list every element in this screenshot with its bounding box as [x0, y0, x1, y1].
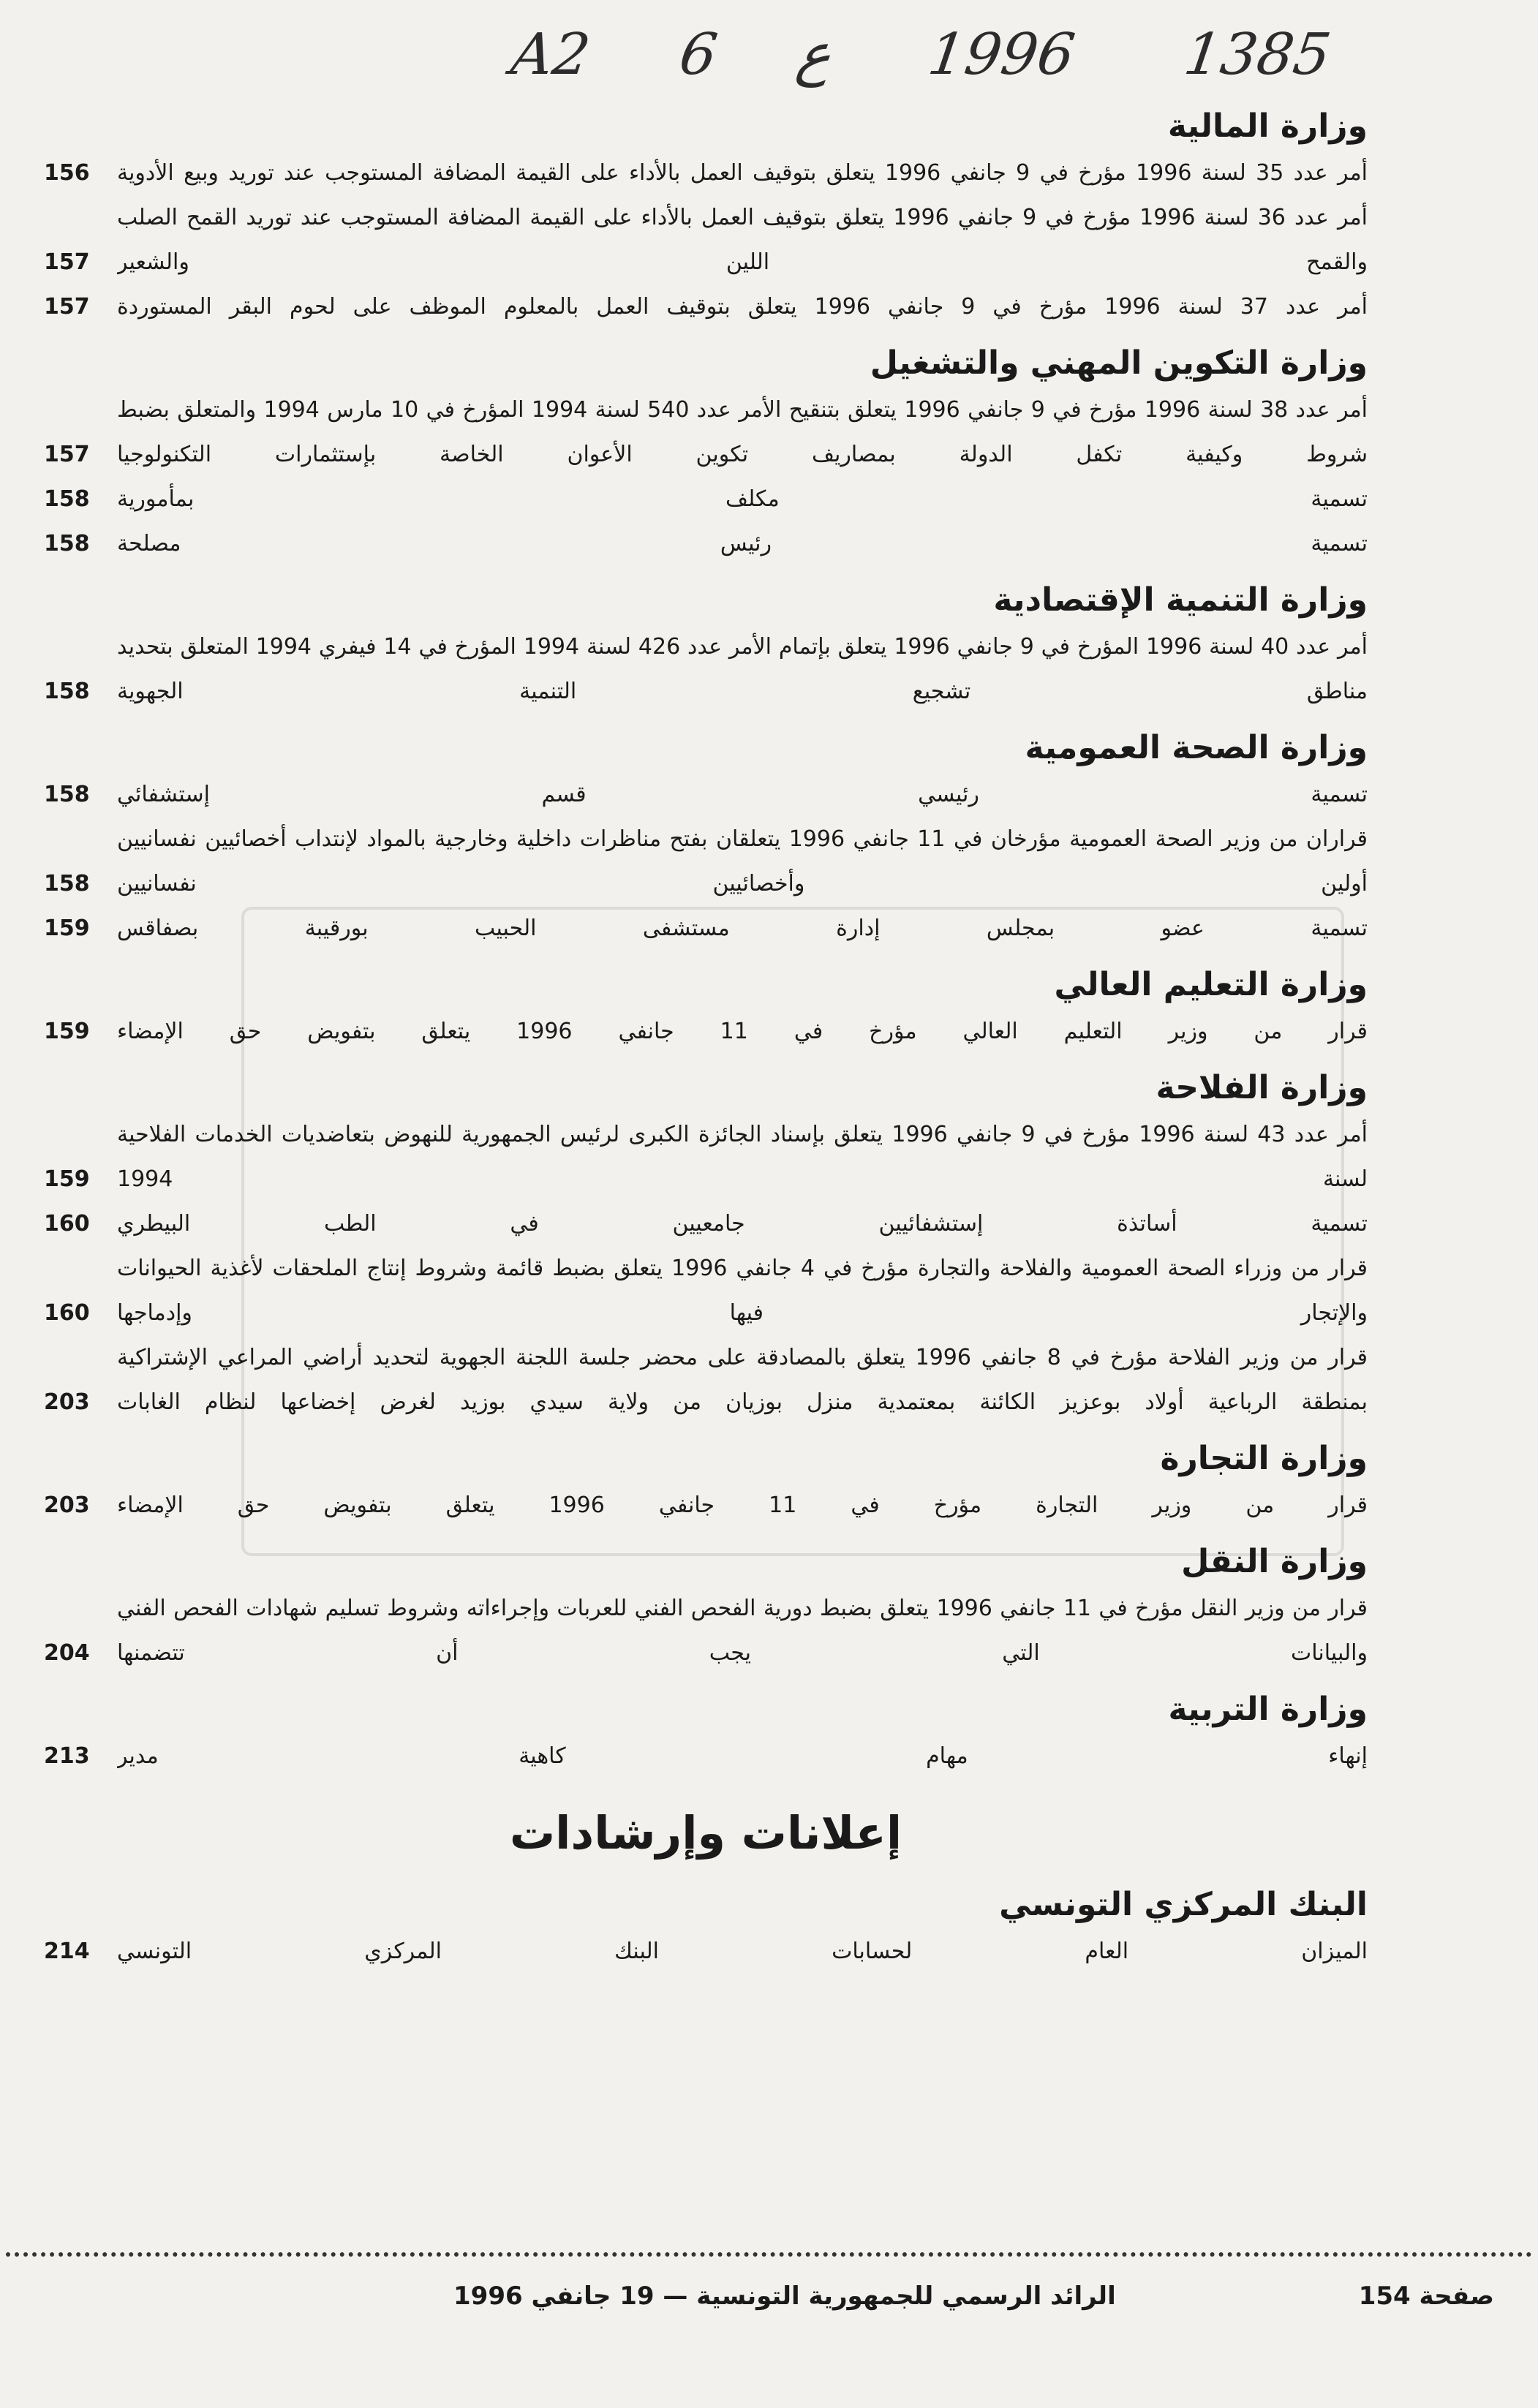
handwritten-id: 1385	[1180, 22, 1335, 88]
page-number: 204	[44, 1640, 90, 1666]
page-number: 159	[44, 1019, 90, 1044]
handwritten-number: 6	[675, 22, 721, 88]
section-heading: وزارة التنمية الإقتصادية	[993, 581, 1368, 619]
entry-text: تسمية رئيسي قسم إستشفائي	[117, 782, 1368, 807]
table-of-contents	[44, 102, 1368, 1984]
page-label: صفحة 154	[1358, 2281, 1494, 2311]
page-number: 158	[44, 782, 90, 807]
entry-text: أمر عدد 36 لسنة 1996 مؤرخ في 9 جانفي 1996 يتعلق بتوقيف العمل بالأداء على القيمة المضافة المستوجب عند توريد القمح الصلب والقمح اللين والشعير	[117, 205, 1368, 275]
footer-divider	[6, 2252, 1532, 2257]
announcements-title: إعلانات وإرشادات	[509, 1806, 902, 1860]
page-number: 203	[44, 1492, 90, 1518]
entry-text: قرار من وزير الفلاحة مؤرخ في 8 جانفي 1996 يتعلق بالمصادقة على محضر جلسة اللجنة الجهوية لتحديد أراضي المراعي الإشتراكية بمنطقة الرباعية أولاد بوعزيز الكائنة بمعتمدية منزل بوزيان من ولاية سيدي بوزيد لغرض إخضاعها لنظام الغابات	[117, 1345, 1368, 1415]
toc-entry	[44, 388, 1368, 477]
section-heading: وزارة التعليم العالي	[1054, 966, 1368, 1003]
ministry-section	[44, 576, 1368, 714]
entry-text: تسمية عضو بمجلس إدارة مستشفى الحبيب بورقيبة بصفاقس	[117, 916, 1368, 941]
toc-entry	[44, 195, 1368, 284]
ministry-section	[44, 1686, 1368, 1778]
toc-entry	[44, 1201, 1368, 1246]
page-footer	[0, 2245, 1538, 2362]
toc-entry	[44, 1335, 1368, 1424]
toc-entry	[44, 284, 1368, 329]
handwritten-code: A2	[507, 22, 595, 88]
section-heading: وزارة التربية	[1168, 1691, 1368, 1728]
toc-entry	[44, 151, 1368, 195]
entry-text: قراران من وزير الصحة العمومية مؤرخان في 11 جانفي 1996 يتعلقان بفتح مناظرات داخلية وخارجية بالمواد لإنتداب أخصائيين نفسانيين أولين وأخصائيين نفسانيين	[117, 826, 1368, 897]
entry-text: قرار من وزراء الصحة العمومية والفلاحة والتجارة مؤرخ في 4 جانفي 1996 يتعلق بضبط قائمة وشروط إنتاج الملحقات لأغذية الحيوانات والإتجار فيها وإدماجها	[117, 1256, 1368, 1326]
toc-entry	[44, 1009, 1368, 1054]
toc-entry	[44, 1586, 1368, 1675]
entry-text: أمر عدد 38 لسنة 1996 مؤرخ في 9 جانفي 1996 يتعلق بتنقيح الأمر عدد 540 لسنة 1994 المؤرخ في 10 مارس 1994 والمتعلق بضبط شروط وكيفية تكفل الدولة بمصاريف تكوين الأعوان الخاصة بإستثمارات التكنولوجيا	[117, 397, 1368, 467]
page-number: 158	[44, 486, 90, 512]
toc-entry	[44, 477, 1368, 521]
page-number: 203	[44, 1389, 90, 1415]
ministry-section	[44, 102, 1368, 329]
ministry-section	[44, 961, 1368, 1054]
page-number: 157	[44, 249, 90, 275]
entry-text: قرار من وزير التعليم العالي مؤرخ في 11 جانفي 1996 يتعلق بتفويض حق الإمضاء	[117, 1019, 1368, 1044]
journal-title: الرائد الرسمي للجمهورية التونسية — 19 جانفي 1996	[453, 2281, 1116, 2311]
page-number: 159	[44, 1166, 90, 1192]
page-number: 156	[44, 160, 90, 186]
section-heading: وزارة المالية	[1167, 107, 1368, 145]
section-heading: وزارة التكوين المهني والتشغيل	[870, 344, 1368, 382]
entry-text: قرار من وزير التجارة مؤرخ في 11 جانفي 1996 يتعلق بتفويض حق الإمضاء	[117, 1492, 1368, 1518]
handwritten-year: 1996	[924, 22, 1079, 88]
entry-text: أمر عدد 40 لسنة 1996 المؤرخ في 9 جانفي 1996 يتعلق بإتمام الأمر عدد 426 لسنة 1994 المؤرخ في 14 فيفري 1994 المتعلق بتحديد مناطق تشجيع التنمية الجهوية	[117, 634, 1368, 704]
ministry-section	[44, 339, 1368, 566]
page-number: 213	[44, 1743, 90, 1769]
page-number: 157	[44, 294, 90, 320]
page-number: 159	[44, 916, 90, 941]
toc-entry	[44, 1112, 1368, 1201]
page-number: 160	[44, 1300, 90, 1326]
section-heading: وزارة الصحة العمومية	[1025, 729, 1368, 766]
section-heading: وزارة الفلاحة	[1156, 1069, 1368, 1106]
page-number: 158	[44, 871, 90, 897]
section-heading: وزارة التجارة	[1160, 1440, 1368, 1477]
toc-entry	[44, 1734, 1368, 1778]
entry-text: الميزان العام لحسابات البنك المركزي التونسي	[117, 1939, 1368, 1964]
toc-entry	[44, 1246, 1368, 1335]
ministry-section	[44, 724, 1368, 951]
toc-entry	[44, 906, 1368, 951]
handwritten-letter: ع	[792, 22, 836, 88]
entry-text: أمر عدد 35 لسنة 1996 مؤرخ في 9 جانفي 1996 يتعلق بتوقيف العمل بالأداء على القيمة المضافة المستوجب عند توريد وبيع الأدوية	[117, 160, 1368, 186]
entry-text: تسمية أساتذة إستشفائيين جامعيين في الطب البيطري	[117, 1211, 1368, 1237]
page-number: 157	[44, 442, 90, 467]
toc-entry	[44, 817, 1368, 906]
section-heading: البنك المركزي التونسي	[999, 1886, 1368, 1923]
entry-text: تسمية رئيس مصلحة	[117, 531, 1368, 556]
ministry-sections	[44, 102, 1368, 1778]
page-number: 160	[44, 1211, 90, 1237]
toc-entry	[44, 624, 1368, 714]
entry-text: تسمية مكلف بمأمورية	[117, 486, 1368, 512]
page-number: 158	[44, 531, 90, 556]
toc-entry	[44, 772, 1368, 817]
entry-text: أمر عدد 37 لسنة 1996 مؤرخ في 9 جانفي 1996 يتعلق بتوقيف العمل بالمعلوم الموظف على لحوم البقر المستوردة	[117, 294, 1368, 320]
ministry-section	[44, 1538, 1368, 1675]
section-central-bank	[44, 1881, 1368, 1974]
entry-text: قرار من وزير النقل مؤرخ في 11 جانفي 1996 يتعلق بضبط دورية الفحص الفني للعربات وإجراءاته وشروط تسليم شهادات الفحص الفني والبيانات التي يجب أن تتضمنها	[117, 1596, 1368, 1666]
toc-entry	[44, 521, 1368, 566]
entry-text: أمر عدد 43 لسنة 1996 مؤرخ في 9 جانفي 1996 يتعلق بإسناد الجائزة الكبرى لرئيس الجمهورية للنهوض بتعاضديات الخدمات الفلاحية لسنة 1994	[117, 1122, 1368, 1192]
handwritten-annotation	[0, 7, 1538, 102]
page-number: 214	[44, 1939, 90, 1964]
page-number: 158	[44, 679, 90, 704]
ministry-section	[44, 1064, 1368, 1424]
toc-entry	[44, 1483, 1368, 1528]
entry-text: إنهاء مهام كاهية مدير	[117, 1743, 1368, 1769]
section-heading: وزارة النقل	[1181, 1543, 1368, 1580]
ministry-section	[44, 1435, 1368, 1528]
toc-entry	[44, 1929, 1368, 1974]
